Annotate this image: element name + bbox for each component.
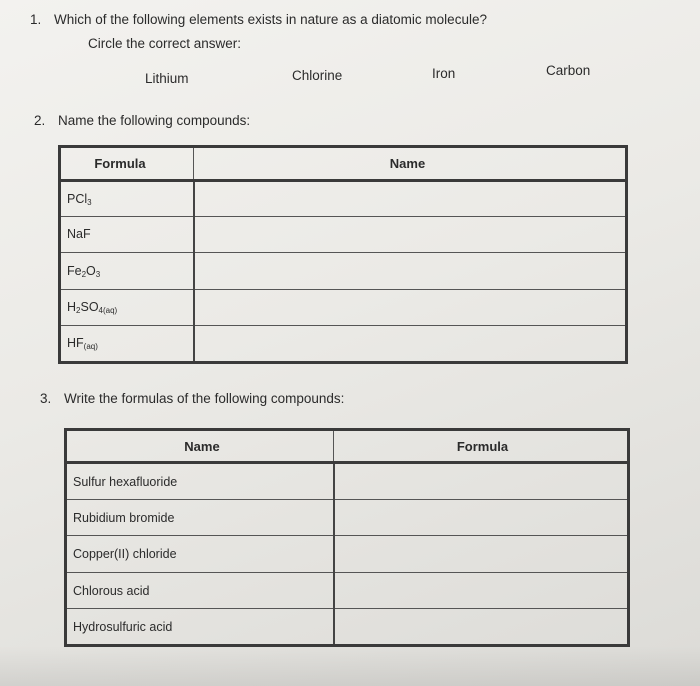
answer-cell[interactable] — [194, 290, 627, 326]
compound-name-cell: Hydrosulfuric acid — [66, 609, 334, 646]
table-row — [60, 253, 627, 290]
question-2-number: 2. — [34, 113, 46, 128]
compound-name-cell: Rubidium bromide — [66, 500, 334, 536]
compound-name-cell: Chlorous acid — [66, 573, 334, 609]
question-2-text: Name the following compounds: — [58, 113, 251, 128]
answer-cell[interactable] — [334, 500, 629, 536]
answer-cell[interactable] — [194, 217, 627, 253]
question-3-number: 3. — [40, 391, 52, 406]
answer-cell[interactable] — [334, 573, 629, 609]
table-row — [66, 573, 629, 609]
answer-cell[interactable] — [334, 609, 629, 646]
formula-cell: PCl$_3$ — [60, 181, 194, 217]
table-row — [60, 326, 627, 363]
question-1-number: 1. — [30, 12, 42, 27]
question-1-text: Which of the following elements exists in nature as a diatomic molecule? — [54, 12, 487, 27]
name-compounds-table — [58, 145, 628, 364]
formula-cell: $H_2SO_{4(aq)}$ — [60, 290, 194, 326]
table-row — [66, 500, 629, 536]
column-header-formula: Formula — [60, 147, 194, 181]
choice-lithium[interactable]: Lithium — [145, 71, 189, 86]
answer-cell[interactable] — [334, 463, 629, 500]
question-3 — [40, 391, 344, 406]
formula-cell: NaF — [60, 217, 194, 253]
question-2 — [34, 113, 250, 128]
compound-name-cell: Sulfur hexafluoride — [66, 463, 334, 500]
answer-cell[interactable] — [334, 536, 629, 573]
choice-iron[interactable]: Iron — [432, 66, 456, 81]
question-3-text: Write the formulas of the following compounds: — [64, 391, 345, 406]
answer-cell[interactable] — [194, 253, 627, 290]
table-row — [66, 609, 629, 646]
choice-chlorine[interactable]: Chlorine — [292, 68, 343, 83]
table-row — [66, 536, 629, 573]
choice-carbon[interactable]: Carbon — [546, 63, 591, 78]
table-row — [66, 463, 629, 500]
table-row — [60, 290, 627, 326]
table-row — [60, 217, 627, 253]
column-header-name: Name — [66, 430, 334, 463]
column-header-formula: Formula — [334, 430, 629, 463]
formula-cell: $HF_{(aq)}$ — [60, 326, 194, 363]
question-1 — [30, 12, 487, 27]
question-1-instruction: Circle the correct answer: — [88, 36, 242, 51]
formula-cell: $Fe_2O_3$ — [60, 253, 194, 290]
photo-shadow — [0, 646, 700, 686]
column-header-name: Name — [194, 147, 627, 181]
table-row — [60, 181, 627, 217]
answer-cell[interactable] — [194, 181, 627, 217]
compound-name-cell: Copper(II) chloride — [66, 536, 334, 573]
answer-cell[interactable] — [194, 326, 627, 363]
write-formulas-table — [64, 428, 630, 647]
